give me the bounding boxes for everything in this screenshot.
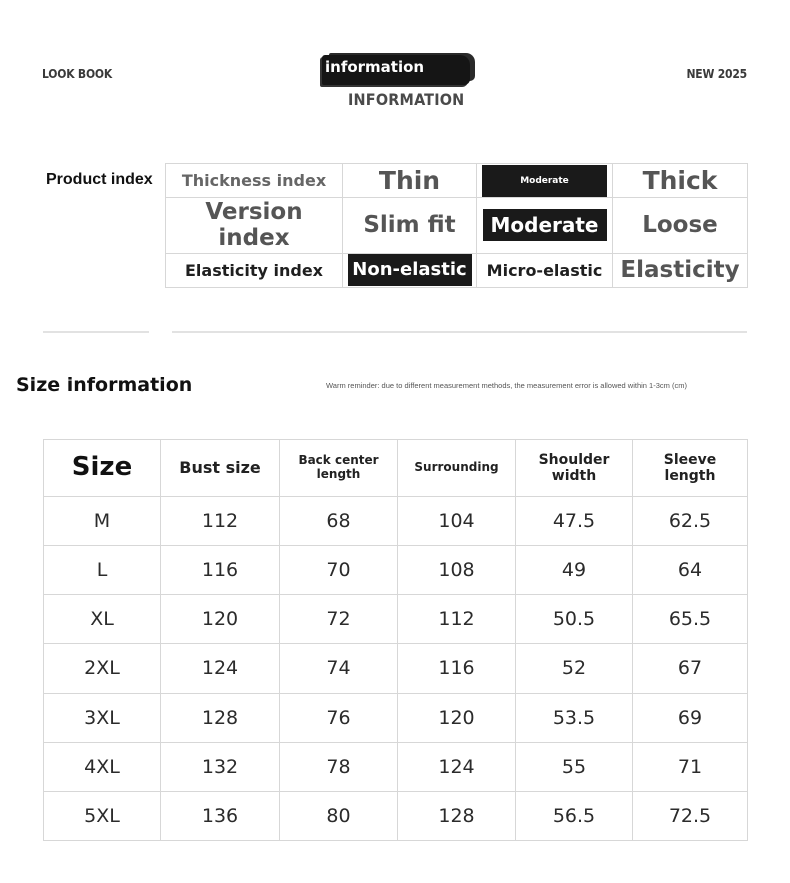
cell-shoulder-width: 50.5 bbox=[516, 595, 633, 644]
elasticity-option-non-elastic: Non-elastic bbox=[348, 254, 472, 286]
version-option-slim-fit: Slim fit bbox=[343, 198, 477, 253]
cell-bust-size: 124 bbox=[161, 644, 280, 693]
thickness-option-moderate: Moderate bbox=[482, 165, 607, 197]
version-label: Version index bbox=[166, 198, 343, 253]
elasticity-option-non-elastic-cell bbox=[343, 253, 477, 287]
cell-shoulder-width: 47.5 bbox=[516, 497, 633, 546]
cell-size: XL bbox=[44, 595, 161, 644]
header-sleeve-length: Sleeve length bbox=[633, 440, 748, 497]
cell-back-center-length: 74 bbox=[280, 644, 398, 693]
cell-sleeve-length: 69 bbox=[633, 693, 748, 742]
version-option-moderate: Moderate bbox=[483, 209, 607, 241]
elasticity-option-elasticity: Elasticity bbox=[613, 253, 748, 287]
table-row bbox=[44, 742, 748, 791]
information-brush-text: information bbox=[325, 58, 425, 76]
thickness-option-moderate-cell bbox=[477, 164, 613, 198]
table-row bbox=[44, 693, 748, 742]
version-row bbox=[166, 198, 748, 253]
cell-back-center-length: 78 bbox=[280, 742, 398, 791]
cell-back-center-length: 80 bbox=[280, 791, 398, 840]
elasticity-row bbox=[166, 253, 748, 287]
header-size: Size bbox=[44, 440, 161, 497]
thickness-label: Thickness index bbox=[166, 164, 343, 198]
cell-bust-size: 112 bbox=[161, 497, 280, 546]
cell-sleeve-length: 64 bbox=[633, 546, 748, 595]
cell-bust-size: 128 bbox=[161, 693, 280, 742]
size-table bbox=[43, 439, 748, 841]
cell-sleeve-length: 72.5 bbox=[633, 791, 748, 840]
table-row bbox=[44, 497, 748, 546]
look-book-label: LOOK BOOK bbox=[42, 67, 113, 81]
cell-bust-size: 116 bbox=[161, 546, 280, 595]
cell-bust-size: 120 bbox=[161, 595, 280, 644]
header-bust-size: Bust size bbox=[161, 440, 280, 497]
divider-short bbox=[43, 331, 149, 333]
table-row bbox=[44, 595, 748, 644]
header-shoulder-width: Shoulder width bbox=[516, 440, 633, 497]
thickness-row bbox=[166, 164, 748, 198]
table-row bbox=[44, 546, 748, 595]
version-option-loose: Loose bbox=[613, 198, 748, 253]
elasticity-label: Elasticity index bbox=[166, 253, 343, 287]
information-heading: INFORMATION bbox=[348, 90, 465, 109]
cell-surrounding: 124 bbox=[398, 742, 516, 791]
cell-sleeve-length: 67 bbox=[633, 644, 748, 693]
header-back-center-length: Back center length bbox=[280, 440, 398, 497]
product-index-table bbox=[165, 163, 748, 288]
cell-surrounding: 108 bbox=[398, 546, 516, 595]
size-table-header bbox=[44, 440, 748, 497]
cell-back-center-length: 70 bbox=[280, 546, 398, 595]
header-surrounding: Surrounding bbox=[398, 440, 516, 497]
table-row bbox=[44, 644, 748, 693]
cell-size: M bbox=[44, 497, 161, 546]
cell-shoulder-width: 53.5 bbox=[516, 693, 633, 742]
cell-back-center-length: 76 bbox=[280, 693, 398, 742]
cell-back-center-length: 72 bbox=[280, 595, 398, 644]
cell-bust-size: 132 bbox=[161, 742, 280, 791]
divider-long bbox=[172, 331, 747, 333]
thickness-option-thin: Thin bbox=[343, 164, 477, 198]
measurement-reminder: Warm reminder: due to different measurement methods, the measurement error is allowed within 1-3cm (cm) bbox=[326, 381, 687, 390]
cell-back-center-length: 68 bbox=[280, 497, 398, 546]
table-row bbox=[44, 791, 748, 840]
cell-surrounding: 104 bbox=[398, 497, 516, 546]
cell-size: 5XL bbox=[44, 791, 161, 840]
cell-size: 2XL bbox=[44, 644, 161, 693]
cell-shoulder-width: 56.5 bbox=[516, 791, 633, 840]
version-option-moderate-cell bbox=[477, 198, 613, 253]
cell-shoulder-width: 49 bbox=[516, 546, 633, 595]
size-information-title: Size information bbox=[16, 374, 193, 396]
cell-shoulder-width: 55 bbox=[516, 742, 633, 791]
cell-surrounding: 116 bbox=[398, 644, 516, 693]
product-index-label: Product index bbox=[46, 171, 153, 188]
thickness-option-thick: Thick bbox=[613, 164, 748, 198]
cell-sleeve-length: 62.5 bbox=[633, 497, 748, 546]
cell-sleeve-length: 65.5 bbox=[633, 595, 748, 644]
cell-size: 4XL bbox=[44, 742, 161, 791]
elasticity-option-micro-elastic: Micro-elastic bbox=[477, 253, 613, 287]
new-season-label: NEW 2025 bbox=[686, 67, 747, 81]
cell-sleeve-length: 71 bbox=[633, 742, 748, 791]
cell-size: L bbox=[44, 546, 161, 595]
cell-surrounding: 128 bbox=[398, 791, 516, 840]
cell-bust-size: 136 bbox=[161, 791, 280, 840]
cell-size: 3XL bbox=[44, 693, 161, 742]
cell-surrounding: 112 bbox=[398, 595, 516, 644]
cell-shoulder-width: 52 bbox=[516, 644, 633, 693]
cell-surrounding: 120 bbox=[398, 693, 516, 742]
